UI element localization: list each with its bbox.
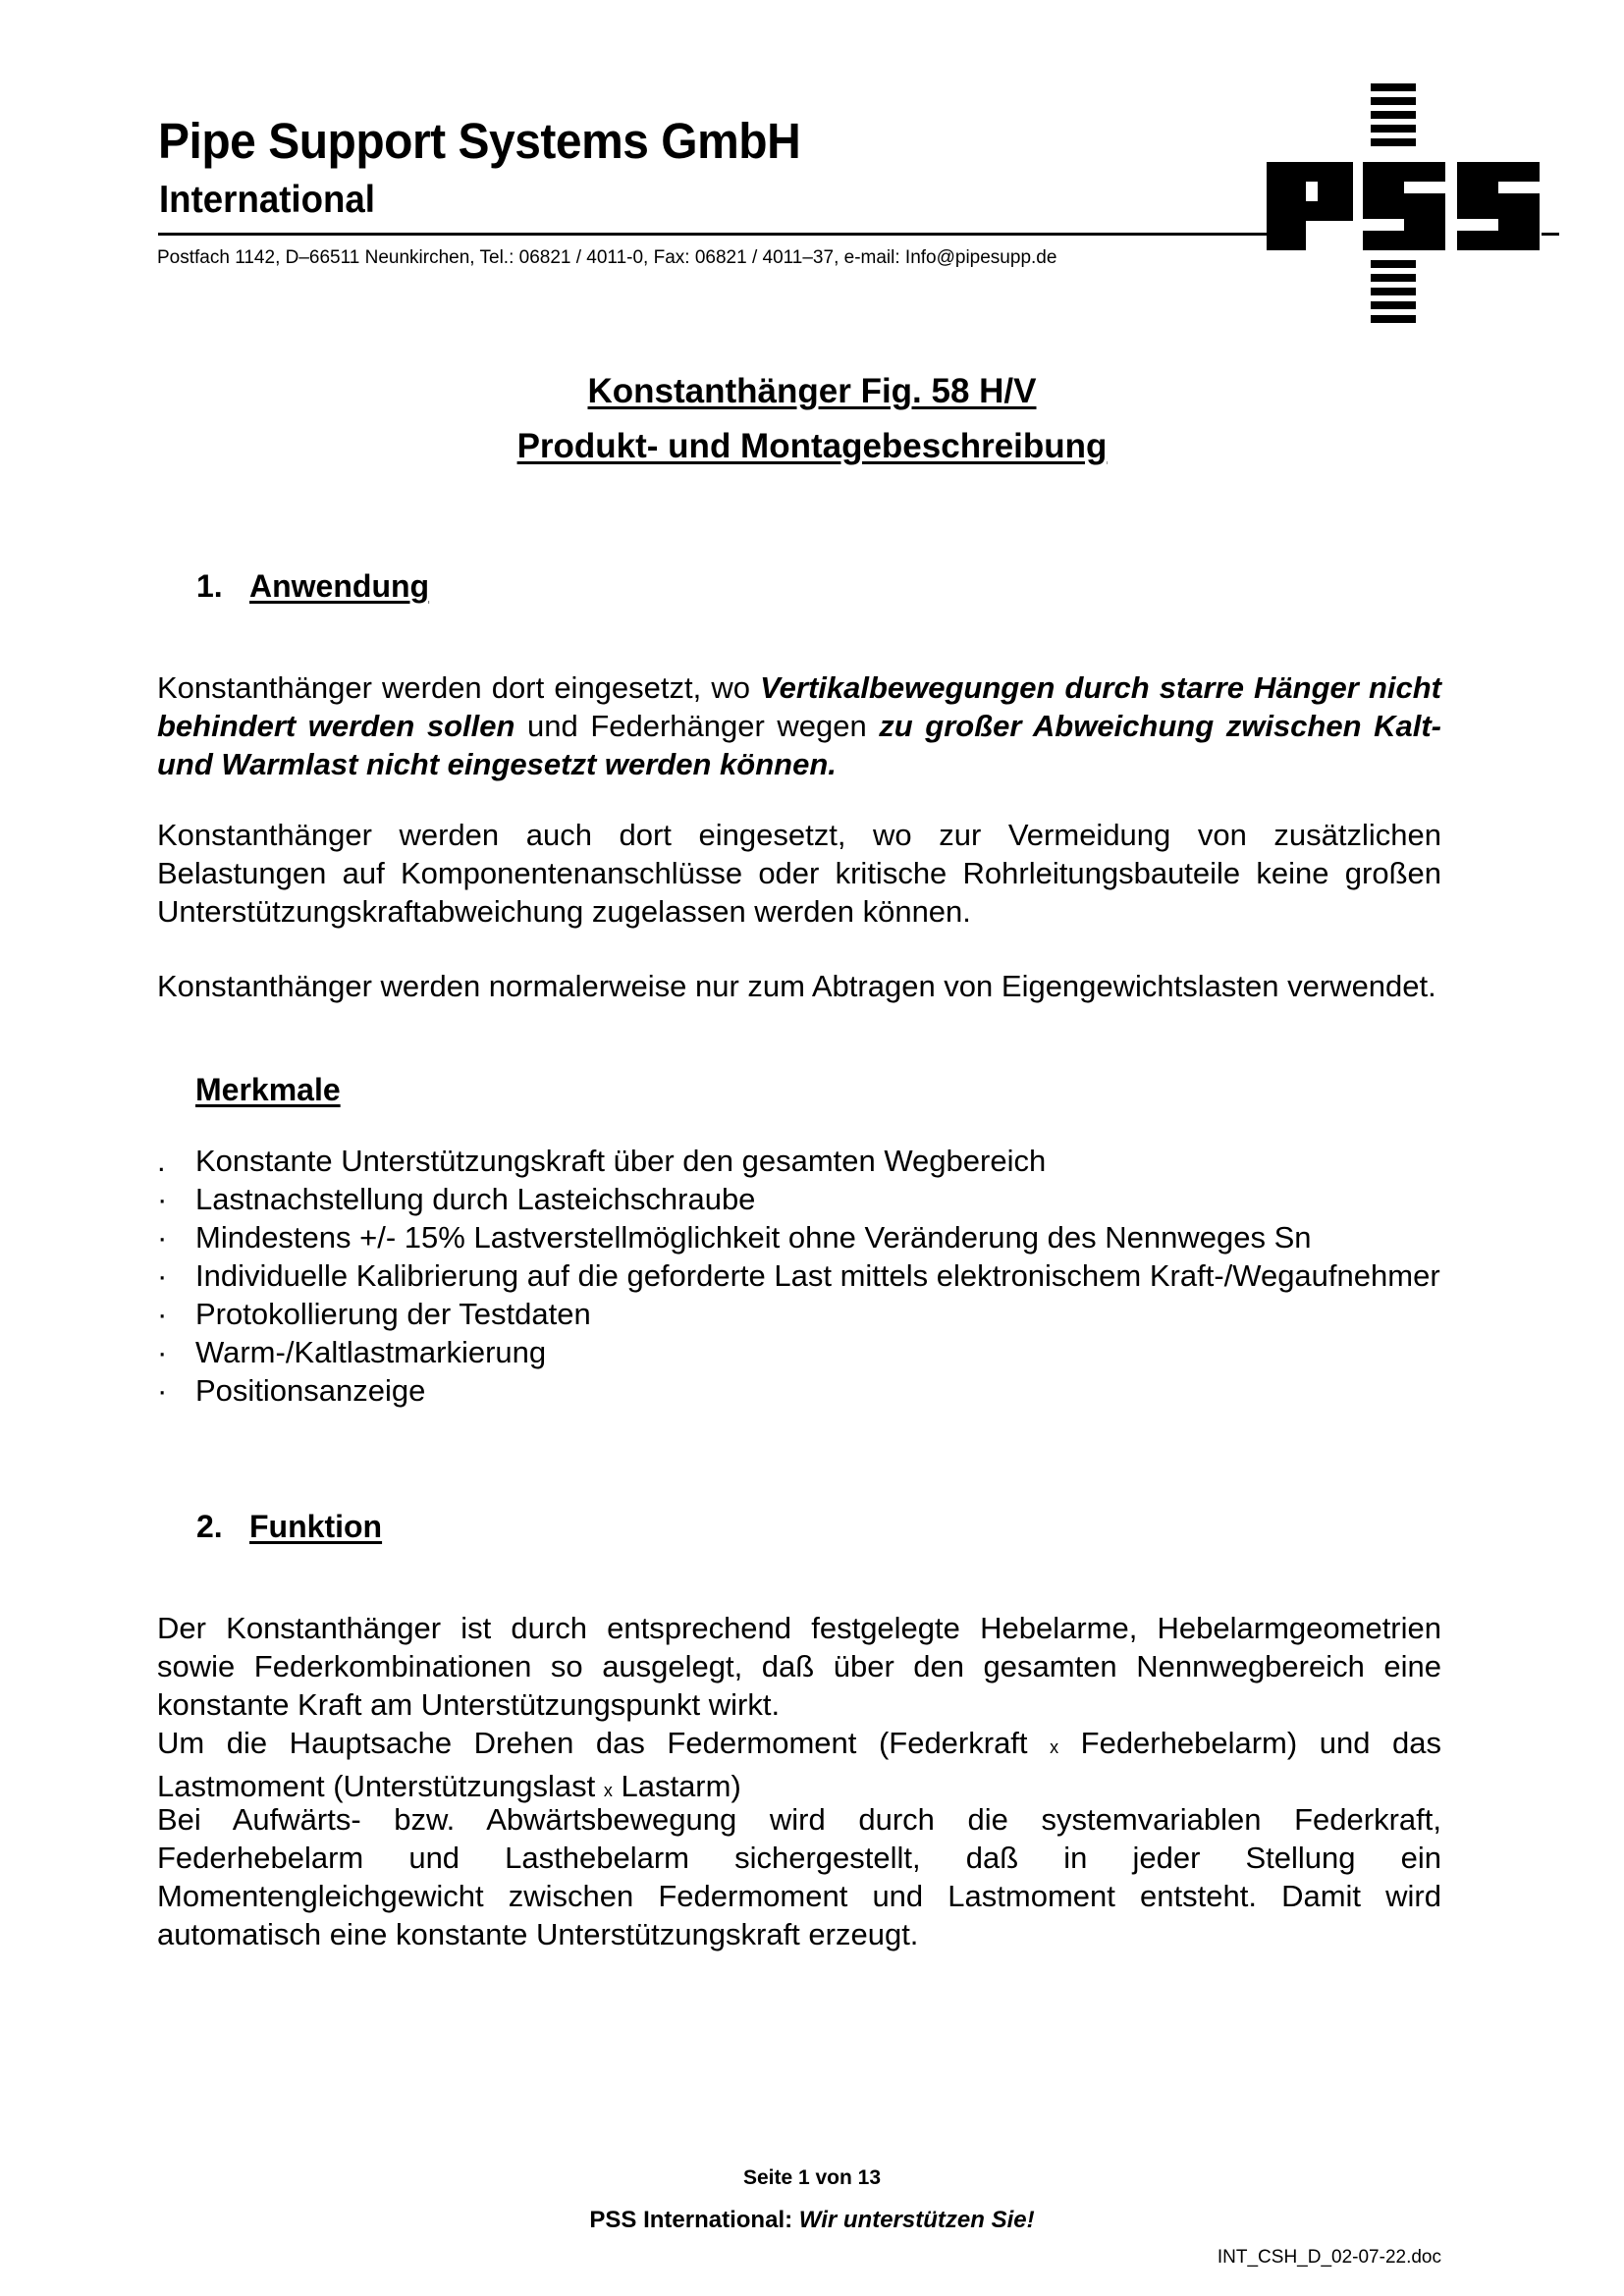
file-name: INT_CSH_D_02-07-22.doc bbox=[1217, 2247, 1441, 2268]
footer-slogan: PSS International: Wir unterstützen Sie! bbox=[589, 2207, 1035, 2233]
bullet: · bbox=[157, 1258, 168, 1293]
bullet: . bbox=[157, 1144, 166, 1178]
header-rule-end bbox=[1542, 233, 1559, 236]
bullet: · bbox=[157, 1335, 168, 1369]
paragraph: Um die Hauptsache Drehen das Federmoment (Federkraft x Federhebelarm) und das Lastmoment (Unterstützungslast x Lastarm) bbox=[157, 1726, 1441, 1803]
paragraph: Der Konstanthänger ist durch entsprechend festgelegte Hebelarme, Hebelarmgeometrien sowie Federkombinationen so ausgelegt, daß über den gesamten Nennwegbereich eine konstante Kraft am Unterstützungspunkt wirkt. bbox=[157, 1611, 1441, 1722]
bullet: · bbox=[157, 1373, 168, 1408]
list-item: · Positionsanzeige bbox=[157, 1373, 426, 1408]
bullet: · bbox=[157, 1297, 168, 1331]
list-item: · Warm-/Kaltlastmarkierung bbox=[157, 1335, 547, 1369]
paragraph: Bei Aufwärts- bzw. Abwärtsbewegung wird durch die systemvariablen Federkraft, Federhebelarm und Lasthebelarm sichergestellt, daß in jeder Stellung ein Momentengleichgewicht zwischen Federmoment und Lastmoment entsteht. Damit wird automatisch eine konstante Unterstützungskraft erzeugt. bbox=[157, 1802, 1441, 1951]
section-number: 2. bbox=[196, 1509, 223, 1544]
company-division: International bbox=[159, 179, 375, 221]
features-heading: Merkmale bbox=[195, 1072, 341, 1107]
document-title: Konstanthänger Fig. 58 H/V bbox=[587, 372, 1037, 410]
header-rule bbox=[158, 233, 1267, 236]
section-number: 1. bbox=[196, 568, 223, 604]
document-subtitle: Produkt- und Montagebeschreibung bbox=[516, 427, 1108, 465]
pss-logo bbox=[1267, 83, 1542, 329]
paragraph: Konstanthänger werden normalerweise nur zum Abtragen von Eigengewichtslasten verwendet. bbox=[157, 969, 1436, 1003]
page-number: Seite 1 von 13 bbox=[742, 2166, 882, 2189]
list-item: · Protokollierung der Testdaten bbox=[157, 1297, 591, 1331]
list-item: · Individuelle Kalibrierung auf die geforderte Last mittels elektronischem Kraft-/Wegaufnehmer bbox=[157, 1258, 1440, 1293]
list-item: . Konstante Unterstützungskraft über den gesamten Wegbereich bbox=[157, 1144, 1047, 1178]
section-heading: Funktion bbox=[249, 1509, 383, 1544]
company-name: Pipe Support Systems GmbH bbox=[158, 113, 801, 169]
list-item: · Lastnachstellung durch Lasteichschraube bbox=[157, 1182, 756, 1216]
section-heading: Anwendung bbox=[249, 568, 430, 604]
paragraph: Konstanthänger werden auch dort eingesetzt, wo zur Vermeidung von zusätzlichen Belastungen auf Komponentenanschlüsse oder kritische Rohrleitungsbauteile keine großen Unterstützungskraftabweichung zugelassen werden können. bbox=[157, 818, 1441, 929]
list-item: · Mindestens +/- 15% Lastverstellmöglichkeit ohne Veränderung des Nennweges Sn bbox=[157, 1220, 1312, 1255]
paragraph: Konstanthänger werden dort eingesetzt, wo Vertikalbewegungen durch starre Hänger nicht behindert werden sollen und Federhänger wegen zu großer Abweichung zwischen Kalt- und Warmlast nicht eingesetzt werden können. bbox=[157, 670, 1442, 781]
bullet: · bbox=[157, 1182, 168, 1216]
contact-line: Postfach 1142, D–66511 Neunkirchen, Tel.: 06821 / 4011-0, Fax: 06821 / 4011–37, e-mail: Info@pipesupp.de bbox=[157, 247, 1057, 268]
features-list bbox=[157, 1142, 1441, 1410]
bullet: · bbox=[157, 1220, 168, 1255]
